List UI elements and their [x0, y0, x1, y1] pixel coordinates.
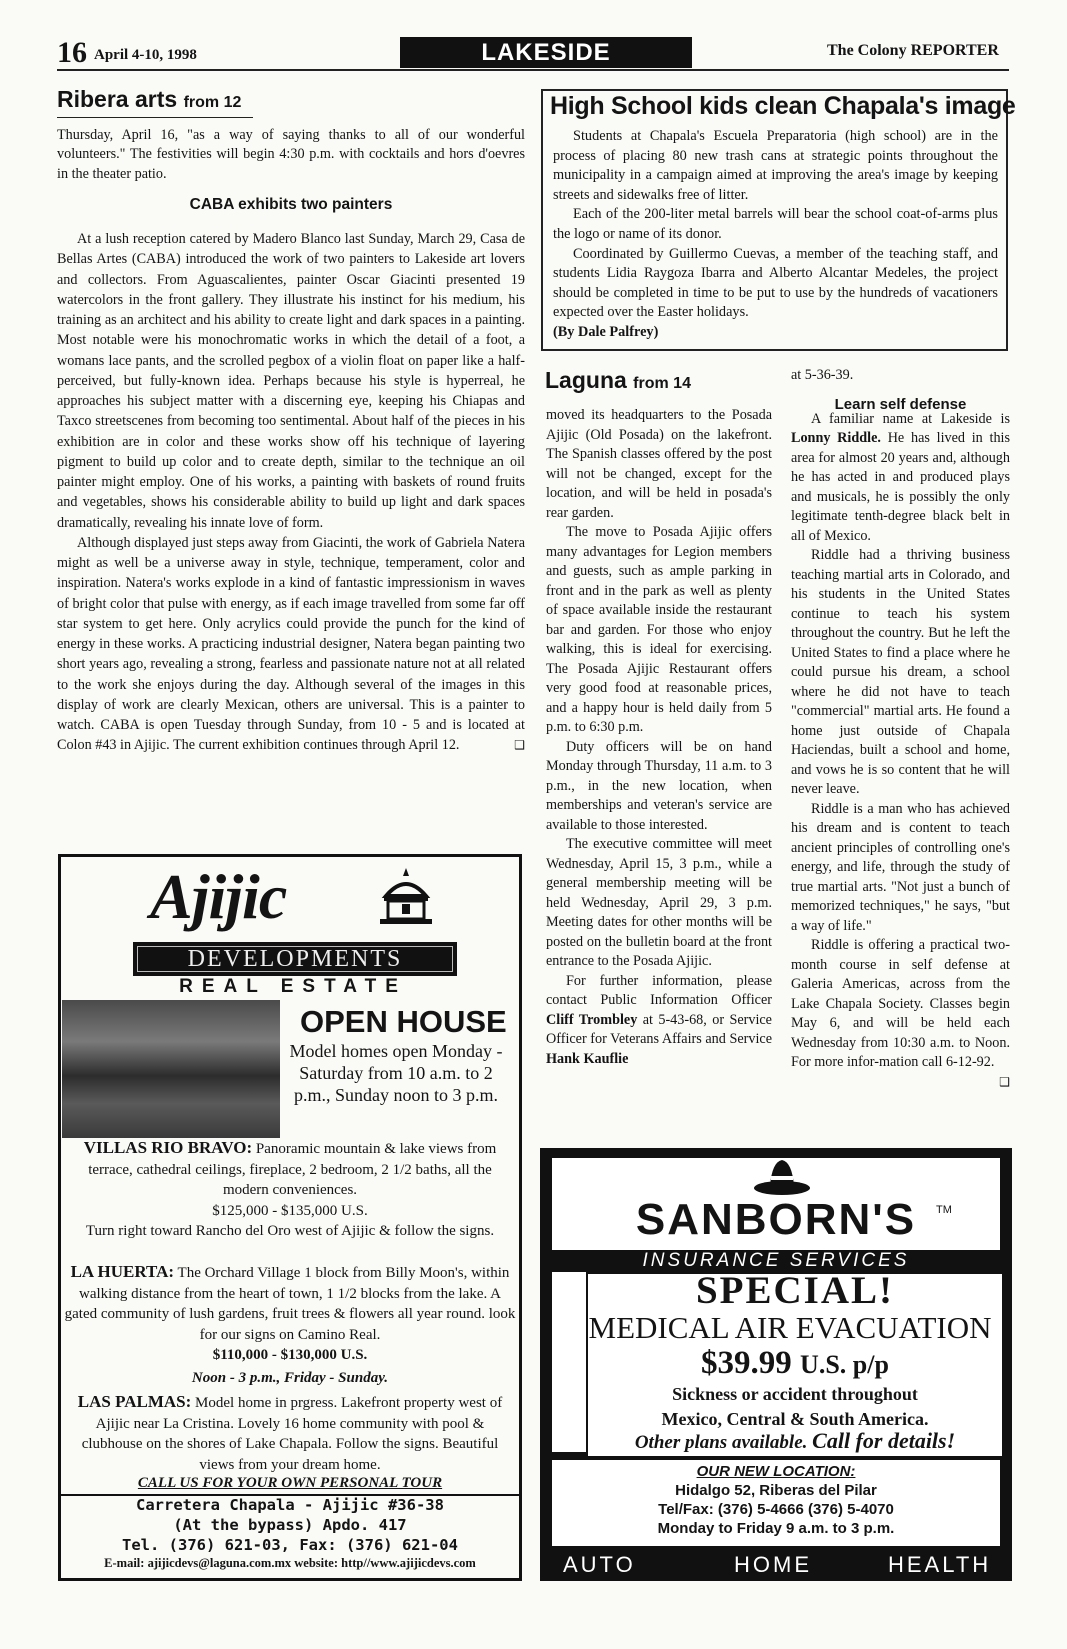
laguna-continuation: at 5-36-39.	[791, 367, 854, 383]
laguna-headline	[545, 367, 691, 394]
header-rule	[57, 69, 1009, 71]
location-info	[552, 1462, 1000, 1538]
la-huerta-listing	[64, 1262, 516, 1366]
medical-evac-title: MEDICAL AIR EVACUATION	[588, 1310, 992, 1345]
location-hours: Monday to Friday 9 a.m. to 3 p.m.	[657, 1520, 895, 1537]
building-icon	[376, 866, 436, 926]
other-plans-text: Other plans available.	[634, 1432, 808, 1453]
ribera-jump: from 12	[183, 94, 242, 111]
laguna-paragraph: The move to Posada Ajijic offers many advantages for Legion members and guests, such as ample parking in front and in the park as well as plenty of space available inside the restaurant bar and garden. For those who enjoy walking, this is ideal for exercising. The Posada Ajijic Restaurant offers very good food at reasonable prices, and a happy hour is held daily from 5 p.m. to 6:30 p.m.	[546, 524, 772, 735]
laguna-jump: from 14	[633, 375, 691, 392]
laguna-contact-text: For further information, please contact Public Information Officer	[546, 972, 772, 1008]
laguna-paragraph: The executive committee will meet Wednesday, April 15, 3 p.m., while a general membership meeting will be held Wednesday, April 29, 3 p.m. Meeting dates for other months will be posted on the bulletin board at the front entrance to the Posada Ajijic.	[546, 836, 772, 969]
issue-date: April 4-10, 1998	[94, 47, 197, 63]
price-unit: U.S. p/p	[800, 1350, 889, 1379]
developments-banner: DEVELOPMENTS	[133, 942, 457, 976]
caba-headline: CABA exhibits two painters	[189, 196, 393, 213]
listing-name: LAS PALMAS:	[77, 1392, 192, 1411]
selfdefense-text: Riddle is offering a practical two-month course in self defense at Galeria Americas, across from the Lake Chapala Society. Classes begin May 6, and will be held each Wednesday from 10:30 a.m. to Noon. For more infor-mation call 6-12-92.	[791, 937, 1010, 1070]
sombrero-icon	[752, 1150, 812, 1200]
call-for-details: Call for details!	[812, 1428, 956, 1453]
laguna-contact-text: at 5-43-68, or Service Officer for Veterans Affairs and Service	[546, 1011, 772, 1047]
laguna-column-2	[791, 366, 1010, 1092]
page-number: 16	[57, 36, 87, 69]
selfdefense-paragraph	[791, 410, 1010, 547]
model-home-photo	[62, 1000, 280, 1138]
highschool-paragraph: Coordinated by Guillermo Cuevas, a member of the teaching staff, and students Lidia Raygoza Ibarra and Alberto Alcantar Medeles, the project should be completed in time to be put to use by the hundreds of vacationers expected over the Easter holidays.	[553, 245, 998, 321]
open-house-title: OPEN HOUSE	[300, 1004, 507, 1039]
laguna-paragraph	[546, 972, 772, 1070]
home-label: HOME	[734, 1552, 812, 1577]
person-name: Lonny Riddle.	[791, 430, 881, 446]
listing-price: $110,000 - $130,000 U.S.	[212, 1347, 368, 1363]
laguna-paragraph: Duty officers will be on hand Monday through Thursday, 11 a.m. to 3 p.m., in the new location, when memberships and veteran's service are available to those interested.	[546, 738, 772, 833]
new-location-label: OUR NEW LOCATION:	[696, 1463, 856, 1480]
masthead: The Colony REPORTER	[827, 42, 999, 59]
ajijic-contact	[64, 1495, 516, 1555]
highschool-headline: High School kids clean Chapala's image	[550, 92, 1016, 120]
listing-price: $125,000 - $135,000 U.S.	[212, 1202, 368, 1219]
trademark: TM	[936, 1204, 952, 1216]
listing-name: VILLAS RIO BRAVO:	[83, 1138, 253, 1157]
listing-directions: Turn right toward Rancho del Oro west of Ajijic & follow the signs.	[85, 1223, 495, 1239]
offer-price	[586, 1345, 1004, 1382]
price-value: $39.99	[701, 1345, 792, 1381]
contact-name: Cliff Trombley	[546, 1011, 638, 1028]
open-house-hours: Model homes open Monday - Saturday from 10 a.m. to 2 p.m., Sunday noon to 3 p.m.	[289, 1041, 503, 1105]
las-palmas-listing	[64, 1392, 516, 1475]
real-estate-label: REAL ESTATE	[179, 976, 407, 997]
ribera-title: Ribera arts	[57, 86, 178, 112]
laguna-paragraph: moved its headquarters to the Posada Ajijic (Old Posada) on the lakefront. The Spanish classes offered by the post will not be changed, except for the location, and will be held in posada's rear garden.	[546, 407, 772, 521]
caba-article	[57, 229, 525, 756]
end-mark-icon: ❑	[999, 1074, 1010, 1089]
health-label: HEALTH	[888, 1552, 992, 1577]
listing-description: Panoramic mountain & lake views from terrace, cathedral ceilings, fireplace, 2 bedroom, 2 1/2 baths, all the modern conveniences.	[88, 1141, 497, 1198]
headline-rule	[57, 117, 253, 118]
selfdefense-headline: Learn self defense	[834, 396, 967, 413]
coverage-line: Mexico, Central & South America.	[661, 1409, 929, 1429]
address-line: Carretera Chapala - Ajijic #36-38	[136, 1496, 444, 1514]
location-phone: Tel/Fax: (376) 5-4666 (376) 5-4070	[658, 1501, 894, 1518]
bypass-line: (At the bypass) Apdo. 417	[173, 1516, 407, 1534]
caba-paragraph-2	[57, 533, 525, 756]
selfdefense-text: He has lived in this area for almost 20 years and, although he has acted in and produced plays and musicals, he is possibly the only legitimate tenth-degree black belt in all of Mexico.	[791, 430, 1011, 544]
villas-rio-bravo-listing	[64, 1138, 516, 1242]
highschool-article	[553, 127, 998, 343]
coverage-line: Sickness or accident throughout	[672, 1384, 918, 1404]
laguna-column-1	[546, 406, 772, 1069]
end-mark-icon: ❑	[514, 738, 525, 753]
other-plans-line	[586, 1428, 1004, 1454]
special-title: SPECIAL!	[695, 1269, 895, 1312]
call-us-line: CALL US FOR YOUR OWN PERSONAL TOUR	[137, 1475, 443, 1491]
open-house-times: Noon - 3 p.m., Friday - Sunday.	[191, 1370, 389, 1386]
selfdefense-paragraph: Riddle had a thriving business teaching martial arts in Colorado, and his students in the United States continue to teach his system throughout the country. But he left the United States to find a place where he could pursue his dream, a school where he did not have to teach "commercial" martial arts. He found a home just outside of Chapala Haciendas, built a school and home, and vows he is so content that he will never leave.	[791, 547, 1010, 797]
listing-description: Model home in prgress. Lakefront property west of Ajijic near La Cristina. Lovely 16 home community with pool & clubhouse on the shores of Lake Chapala. Follow the signs. Beautiful views from your dream home.	[81, 1395, 503, 1473]
listing-description: The Orchard Village 1 block from Billy Moon's, within walking distance from the heart of town, 1 1/2 blocks from the lake. A gated community of lush gardens, fruit trees & flowers all year round. look for our signs on Camino Real.	[64, 1265, 516, 1343]
contact-name: Hank Kauflie	[546, 1050, 629, 1067]
coverage-text	[586, 1382, 1004, 1432]
auto-label: AUTO	[563, 1552, 636, 1577]
highschool-paragraph: Each of the 200-liter metal barrels will bear the school coat-of-arms plus the logo or name of its donor.	[553, 206, 998, 242]
ribera-headline	[57, 86, 241, 113]
caba-paragraph-1: At a lush reception catered by Madero Blanco last Sunday, March 29, Casa de Bellas Artes (CABA) introduced the work of two painters to Lakeside art lovers and collectors. From Aguascalientes, painter Oscar Giacinti presented 19 watercolors in the front gallery. They illustrate his instinct for his medium, his training as an architect and his ability to create light and dark spaces in a painting. Most notable were his monochromatic works in which the detail of a foot, a womans lace pants, and the scrolled pegbox of a violin float on paper like a half-perceived, but fully-known idea. Perhaps because his style is hyperreal, he approaches his subject matter with a discerning eye, keeping his Chiapas and Taxco streetscenes from becoming too sentimental. About half of the pieces in his exhibition are in color and these works show off his technique of layering pigment to build up color and to create depth, similar to the technique an oil painter might employ. One of his works, a painting with baskets of round fruits and vegetables, shows his considerable ability to build up light and dark spaces dramatically, revealing his innate love of form.	[57, 231, 525, 531]
email-website-line: E-mail: ajijicdevs@laguna.com.mx website: http//www.ajijicdevs.com	[104, 1556, 476, 1570]
insurance-services-banner: INSURANCE SERVICES	[552, 1250, 1000, 1272]
selfdefense-paragraph: Riddle is a man who has achieved his dream and is content to teach ancient principles of controlling one's energy, and life, through the study of true martial arts. "Not just a bunch of memorized techniques," he says, "but a way of life."	[791, 800, 1010, 934]
location-address: Hidalgo 52, Riberas del Pilar	[675, 1482, 877, 1499]
laguna-title: Laguna	[545, 367, 627, 393]
sanborns-logo: SANBORN'S	[635, 1195, 917, 1244]
section-banner: LAKESIDE	[400, 37, 692, 68]
ribera-body: Thursday, April 16, "as a way of saying thanks to all of our wonderful volunteers." The festivities will begin 4:30 p.m. with cocktails and hors d'oevres in the theater patio.	[57, 127, 525, 182]
selfdefense-paragraph	[791, 936, 1010, 1089]
highschool-paragraph: Students at Chapala's Escuela Preparatoria (high school) are in the process of placing 80 new trash cans at strategic points throughout the municipality in a campaign aimed at improving the area's image by keeping streets and sidewalks free of litter.	[553, 128, 998, 203]
byline: (By Dale Palfrey)	[553, 323, 659, 340]
selfdefense-text: A familiar name at Lakeside is	[811, 410, 1010, 427]
caba-paragraph-2-text: Although displayed just steps away from Giacinti, the work of Gabriela Natera might as well be a universe away in style, technique, temperament, color and inspiration. Natera's works explode in a kind of fantastic impressionism in waves of bright color that pulse with energy, as if each image travelled from some far off star system to get here. Only acrylics could provide the punch for the kind of energy in these works. A practicing industrial designer, Natera began painting two short years ago, revealing a strong, fearless and passionate nature not at all related to the work she enjoys during the day. Although several of the images in this display of work are clearly Mexican, others are universal. This is a painter to watch. CABA is open Tuesday through Sunday, from 10 - 5 and is located at Colon #43 in Ajijic. The current exhibition continues through April 12.	[57, 534, 525, 754]
ajijic-logo: Ajijic	[150, 861, 287, 932]
phone-line: Tel. (376) 621-03, Fax: (376) 621-04	[122, 1536, 458, 1554]
listing-name: LA HUERTA:	[70, 1262, 175, 1281]
